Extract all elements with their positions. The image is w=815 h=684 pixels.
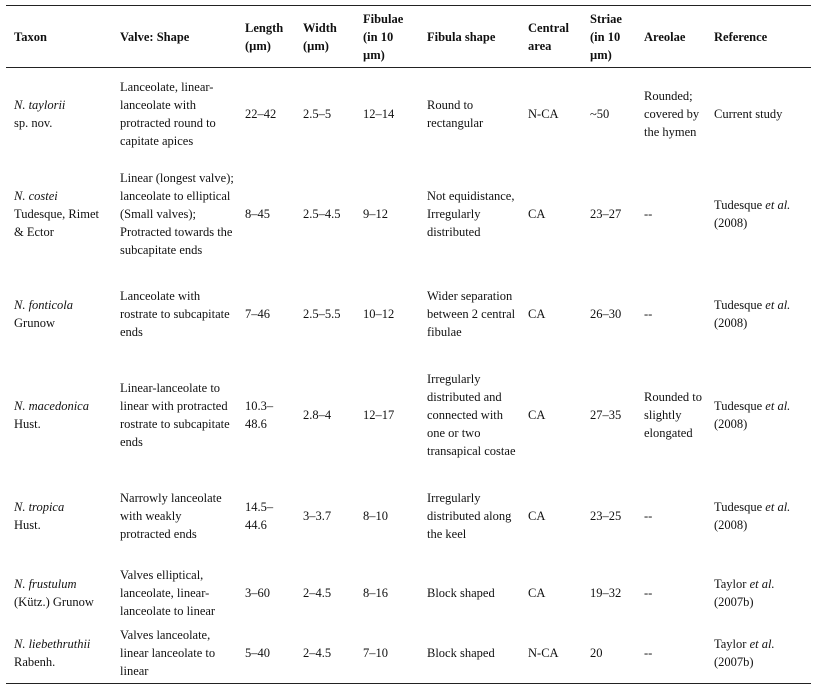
cell-areolae: Rounded; covered by the hymen (644, 88, 700, 139)
cell-areolae: Rounded to slightly elongated (644, 389, 702, 440)
cell-fibula-shape: Block shaped (427, 585, 495, 600)
reference-year: (2008) (714, 215, 748, 230)
cell-taxon (6, 470, 112, 562)
cell-taxon (6, 68, 112, 160)
cell-central-area: CA (528, 407, 546, 422)
table-row (6, 68, 811, 160)
cell-valve-shape: Lanceolate, linear-lanceolate with protracted round to capitate apices (120, 79, 216, 148)
header-striae: Striae (in 10 µm) (582, 6, 636, 68)
cell-reference (706, 268, 811, 360)
cell-valve-shape: Valves lanceolate, linear lanceolate to linear (112, 624, 237, 684)
cell-striae: 20 (582, 624, 636, 684)
reference-year: (2007b) (714, 594, 754, 609)
header-taxon: Taxon (6, 6, 112, 68)
cell-central-area: N-CA (528, 106, 559, 121)
header-valve-shape: Valve: Shape (112, 6, 237, 68)
cell-taxon (6, 268, 112, 360)
header-length: Length (µm) (237, 6, 295, 68)
taxon-authority: Tudesque, Rimet & Ector (14, 206, 99, 239)
taxa-comparison-table (6, 5, 811, 684)
reference-year: (2007b) (714, 655, 754, 670)
cell-valve-shape: Valves elliptical, lanceolate, linear-lanceolate to linear (120, 567, 216, 618)
reference-etal: et al. (765, 398, 791, 413)
taxon-name: N. costei (14, 188, 58, 203)
taxon-name: N. liebethruthii (14, 637, 91, 652)
cell-fibulae: 9–12 (363, 206, 388, 221)
taxon-authority: Grunow (14, 315, 55, 330)
table-row (6, 360, 811, 470)
cell-fibula-shape: Not equidistance, Irregularly distributed (427, 188, 515, 239)
reference-author: Taylor (714, 576, 750, 591)
reference-year: (2008) (714, 517, 748, 532)
cell-fibula-shape: Round to rectangular (427, 97, 484, 130)
reference-author: Tudesque (714, 197, 766, 212)
cell-width: 2–4.5 (295, 624, 355, 684)
cell-fibulae: 12–14 (363, 106, 395, 121)
cell-central-area: CA (528, 206, 546, 221)
header-fibula-shape: Fibula shape (419, 6, 520, 68)
cell-taxon (6, 562, 112, 624)
cell-width: 2–4.5 (303, 585, 332, 600)
taxon-authority: (Kütz.) Grunow (14, 594, 94, 609)
reference-author: Current study (714, 106, 783, 121)
taxon-authority: Rabenh. (14, 655, 56, 670)
cell-reference (706, 562, 811, 624)
cell-fibulae: 8–16 (363, 585, 388, 600)
cell-striae: 23–25 (590, 508, 622, 523)
taxon-name: N. macedonica (14, 398, 89, 413)
cell-width: 3–3.7 (303, 508, 332, 523)
cell-reference (706, 470, 811, 562)
reference-year: (2008) (714, 315, 748, 330)
cell-areolae: -- (636, 624, 706, 684)
taxon-name: N. fonticola (14, 297, 74, 312)
cell-areolae: -- (644, 306, 653, 321)
cell-fibula-shape: Block shaped (419, 624, 520, 684)
cell-reference (706, 68, 811, 160)
reference-etal: et al. (765, 197, 791, 212)
cell-striae: 23–27 (590, 206, 622, 221)
cell-valve-shape: Lanceolate with rostrate to subcapitate ends (120, 288, 230, 339)
cell-valve-shape: Linear (longest valve); lanceolate to elliptical (Small valves); Protracted towards the subcapitate ends (120, 170, 234, 257)
cell-areolae: -- (644, 585, 653, 600)
taxon-name: N. frustulum (14, 576, 77, 591)
cell-reference (706, 624, 811, 684)
cell-central-area: CA (528, 585, 546, 600)
taxon-authority: Hust. (14, 517, 41, 532)
header-row (6, 6, 811, 68)
taxon-authority: sp. nov. (14, 115, 53, 130)
header-reference: Reference (706, 6, 811, 68)
cell-fibulae: 10–12 (363, 306, 395, 321)
cell-valve-shape: Narrowly lanceolate with weakly protracted ends (120, 490, 222, 541)
cell-central-area: N-CA (520, 624, 582, 684)
reference-etal: et al. (765, 297, 791, 312)
cell-fibula-shape: Irregularly distributed and connected with one or two transapical costae (427, 371, 516, 458)
reference-author: Tudesque (714, 499, 766, 514)
cell-width: 2.5–5.5 (303, 306, 341, 321)
cell-fibulae: 8–10 (363, 508, 388, 523)
reference-author: Tudesque (714, 297, 766, 312)
cell-length: 7–46 (245, 306, 270, 321)
header-width: Width (µm) (295, 6, 355, 68)
cell-fibula-shape: Wider separation between 2 central fibulae (427, 288, 516, 339)
cell-reference (706, 360, 811, 470)
cell-width: 2.5–4.5 (303, 206, 341, 221)
taxon-name: N. taylorii (14, 97, 66, 112)
reference-etal: et al. (749, 576, 775, 591)
cell-striae: 27–35 (590, 407, 622, 422)
cell-taxon (6, 160, 112, 268)
cell-length: 8–45 (245, 206, 270, 221)
reference-year: (2008) (714, 416, 748, 431)
taxon-name: N. tropica (14, 499, 65, 514)
table-row (6, 470, 811, 562)
cell-reference (706, 160, 811, 268)
cell-length: 5–40 (237, 624, 295, 684)
table-row (6, 562, 811, 624)
cell-fibulae: 12–17 (363, 407, 395, 422)
header-central-area: Central area (520, 6, 582, 68)
cell-areolae: -- (644, 508, 653, 523)
cell-valve-shape: Linear-lanceolate to linear with protracted rostrate to subcapitate ends (120, 380, 230, 449)
cell-striae: ~50 (590, 106, 610, 121)
cell-length: 22–42 (245, 106, 277, 121)
cell-areolae: -- (644, 206, 653, 221)
header-fibulae: Fibulae (in 10 µm) (355, 6, 419, 68)
cell-taxon (6, 360, 112, 470)
cell-taxon (6, 624, 112, 684)
cell-central-area: CA (528, 306, 546, 321)
table-row (6, 268, 811, 360)
cell-fibulae: 7–10 (355, 624, 419, 684)
header-areolae: Areolae (636, 6, 706, 68)
reference-author: Taylor (714, 637, 750, 652)
reference-etal: et al. (765, 499, 791, 514)
cell-fibula-shape: Irregularly distributed along the keel (427, 490, 512, 541)
cell-central-area: CA (528, 508, 546, 523)
cell-width: 2.5–5 (303, 106, 332, 121)
cell-width: 2.8–4 (303, 407, 332, 422)
reference-author: Tudesque (714, 398, 766, 413)
cell-length: 3–60 (245, 585, 270, 600)
cell-length: 14.5–44.6 (245, 499, 274, 532)
reference-etal: et al. (749, 637, 775, 652)
table-row (6, 160, 811, 268)
taxon-authority: Hust. (14, 416, 41, 431)
table-row (6, 624, 811, 684)
cell-striae: 19–32 (590, 585, 622, 600)
cell-striae: 26–30 (590, 306, 622, 321)
cell-length: 10.3–48.6 (245, 398, 274, 431)
